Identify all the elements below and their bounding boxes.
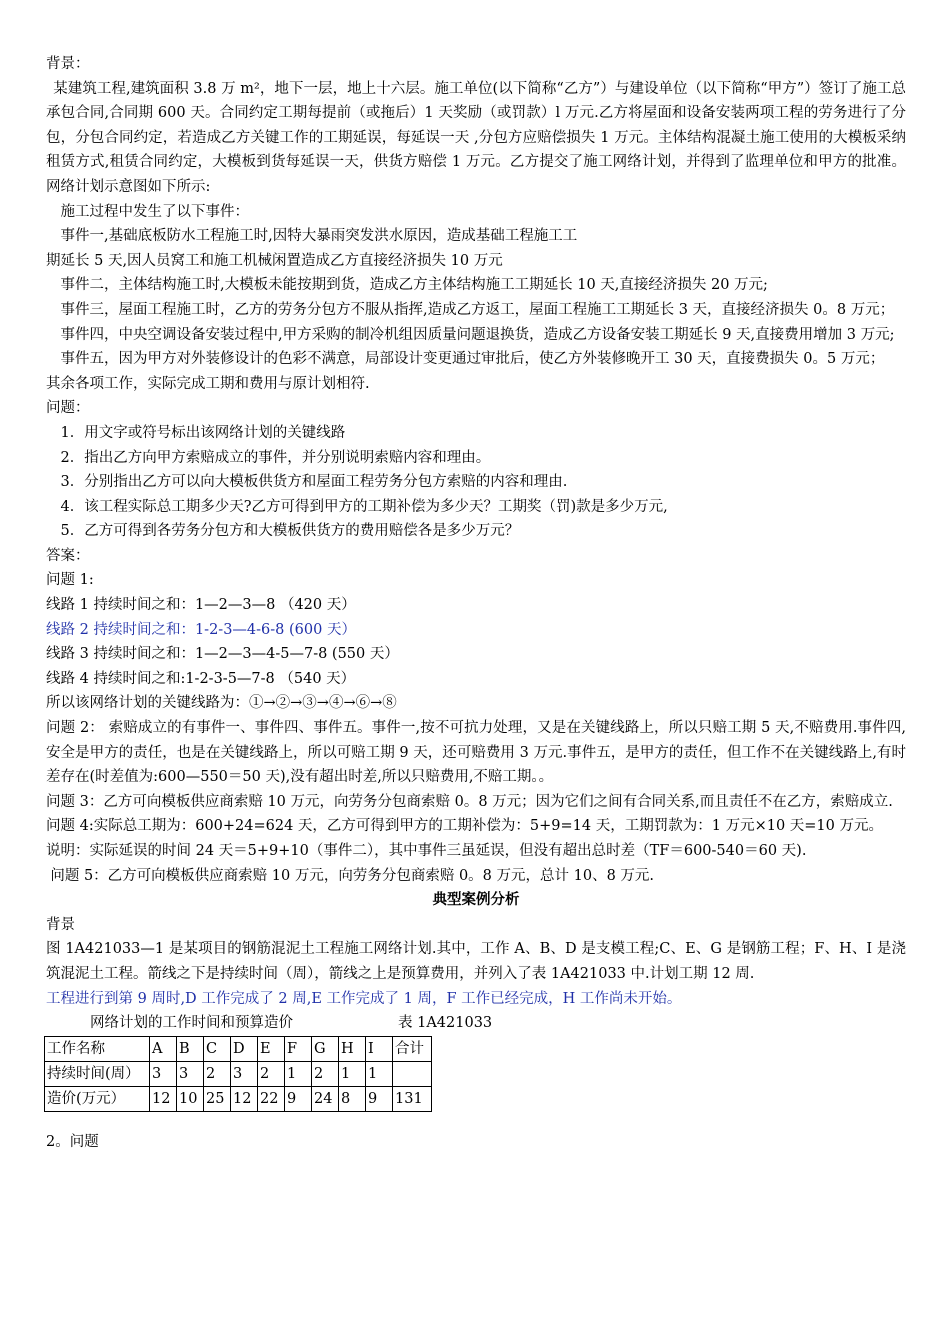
critical-path: 所以该网络计划的关键线路为：①→②→③→④→⑥→⑧ (46, 695, 397, 712)
question-3: 3．分别指出乙方可以向大模板供货方和屋面工程劳务分包方索赔的内容和理由. (60, 474, 568, 491)
table-header-cell: C (204, 1036, 231, 1061)
table-cell (393, 1061, 432, 1086)
question-2: 2．指出乙方向甲方索赔成立的事件，并分别说明索赔内容和理由。 (60, 449, 491, 466)
table-header-cell: D (231, 1036, 258, 1061)
table-cell: 9 (285, 1086, 312, 1111)
table-cell: 3 (177, 1061, 204, 1086)
table-cell: 3 (150, 1061, 177, 1086)
event-5: 事件五，因为甲方对外装修设计的色彩不满意，局部设计变更通过审批后，使乙方外装修晚开工 30 天，直接费损失 0。5 万元； (60, 351, 885, 368)
event-4: 事件四，中央空调设备安装过程中,甲方采购的制冷机组因质量问题退换货，造成乙方设备安装工期延长 9 天,直接费用增加 3 万元; (60, 326, 895, 343)
rest-note: 其余各项工作，实际完成工期和费用与原计划相符. (46, 375, 370, 392)
questions-heading: 问题： (46, 400, 90, 417)
explanation: 说明：实际延误的时间 24 天＝5+9+10（事件二），其中事件三虽延误，但没有超出总时差（TF＝600-540＝60 天). (46, 843, 807, 859)
final-heading: 2。问题 (46, 1133, 99, 1150)
table-cell: 8 (339, 1086, 366, 1111)
table-cell: 12 (231, 1086, 258, 1111)
background-heading: 背景： (46, 56, 90, 72)
case-paragraph-highlight: 工程进行到第 9 周时,D 工作完成了 2 周,E 工作完成了 1 周，F 工作已经完成，H 工作尚未开始。 (46, 990, 682, 1007)
events-intro: 施工过程中发生了以下事件： (60, 203, 249, 220)
table-cell: 2 (204, 1061, 231, 1086)
event-3: 事件三，屋面工程施工时，乙方的劳务分包方不服从指挥,造成乙方返工，屋面工程施工工期延长 3 天，直接经济损失 0。8 万元； (60, 301, 895, 318)
table-cell: 3 (231, 1061, 258, 1086)
table-header-cell: A (150, 1036, 177, 1061)
table-header-cell: 合计 (393, 1036, 432, 1061)
table-cell: 10 (177, 1086, 204, 1111)
case-background-heading: 背景 (46, 916, 75, 933)
answer-1-heading: 问题 1: (46, 572, 94, 589)
answer-2: 问题 2： 索赔成立的有事件一、事件四、事件五。事件一,按不可抗力处理，又是在关键线路上，所以只赔工期 5 天,不赔费用.事件四,安全是甲方的责任，也是在关键线路上，所以可赔工期 9 天，还可赔费用 3 万元.事件五，是甲方的责任，但工作不在关键线路上,有时差存在(时差值为:600—550＝50 天),没有超出时差,所以只赔费用,不赔工期。。 (46, 720, 906, 786)
table-cell: 1 (366, 1061, 393, 1086)
answer-5: 问题 5：乙方可向模板供应商索赔 10 万元，向劳务分包商索赔 0。8 万元，总计 10、8 万元. (50, 867, 655, 884)
table-cell: 持续时间(周） (45, 1061, 150, 1086)
table-cell: 12 (150, 1086, 177, 1111)
background-paragraph: 某建筑工程,建筑面积 3.8 万 m²，地下一层，地上十六层。施工单位(以下简称“乙方”）与建设单位（以下简称“甲方”）签订了施工总承包合同,合同期 600 天。合同约定工期每提前（或拖后）1 天奖励（或罚款）l 万元.乙方将屋面和设备安装两项工程的劳务进行了分包，分包合同约定，若造成乙方关键工作的工期延误，每延误一天 ,分包方应赔偿损失 1 万元。主体结构混凝土施工使用的大模板采纳租赁方式,租赁合同约定，大模板到货每延误一天，供货方赔偿 1 万元。乙方提交了施工网络计划，并得到了监理单位和甲方的批准。网络计划示意图如下所示: (46, 80, 906, 195)
route-2: 线路 2 持续时间之和：1-2-3—4-6-8 (600 天） (46, 621, 356, 638)
table-cell: 1 (339, 1061, 366, 1086)
table-header-cell: I (366, 1036, 393, 1061)
table-cell: 1 (285, 1061, 312, 1086)
table-header-cell: B (177, 1036, 204, 1061)
table-row (45, 1086, 432, 1111)
table-cell: 造价(万元） (45, 1086, 150, 1111)
answer-3: 问题 3：乙方可向模板供应商索赔 10 万元，向劳务分包商索赔 0。8 万元；因为它们之间有合同关系,而且责任不在乙方，索赔成立. (46, 793, 893, 810)
table-cell: 9 (366, 1086, 393, 1111)
question-4: 4．该工程实际总工期多少天?乙方可得到甲方的工期补偿为多少天？工期奖（罚)款是多少万元, (60, 498, 668, 515)
table-caption: 网络计划的工作时间和预算造价 (90, 1015, 293, 1032)
table-cell: 22 (258, 1086, 285, 1111)
table-header-row (45, 1036, 432, 1061)
table-cell: 25 (204, 1086, 231, 1111)
event-1-line-2: 期延长 5 天,因人员窝工和施工机械闲置造成乙方直接经济损失 10 万元 (46, 252, 503, 269)
table-caption-row (46, 1011, 906, 1036)
spacer (46, 1112, 906, 1130)
case-paragraph: 图 1A421033—1 是某项目的钢筋混泥土工程施工网络计划.其中，工作 A、B、D 是支模工程;C、E、G 是钢筋工程；F、H、I 是浇筑混泥土工程。箭线之下是持续时间（周），箭线之上是预算费用，并列入了表 1A421033 中.计划工期 12 周. (46, 941, 906, 982)
route-1: 线路 1 持续时间之和：1—2—3—8 （420 天） (46, 597, 356, 614)
table-cell: 2 (312, 1061, 339, 1086)
route-3: 线路 3 持续时间之和：1—2—3—4-5—7-8 (550 天） (46, 646, 399, 663)
table-cell: 24 (312, 1086, 339, 1111)
case-title: 典型案例分析 (432, 891, 520, 909)
cost-table (44, 1036, 432, 1112)
answer-heading: 答案： (46, 547, 90, 564)
table-header-cell: 工作名称 (45, 1036, 150, 1061)
table-cell: 2 (258, 1061, 285, 1086)
table-header-cell: F (285, 1036, 312, 1061)
table-cell: 131 (393, 1086, 432, 1111)
table-number: 表 1A421033 (398, 1015, 493, 1032)
table-header-cell: H (339, 1036, 366, 1061)
question-5: 5．乙方可得到各劳务分包方和大模板供货方的费用赔偿各是多少万元？ (60, 523, 520, 540)
answer-4: 问题 4:实际总工期为：600+24=624 天，乙方可得到甲方的工期补偿为：5+9=14 天，工期罚款为：1 万元×10 天=10 万元。 (46, 818, 883, 835)
route-4: 线路 4 持续时间之和:1-2-3-5—7-8 （540 天） (46, 670, 356, 687)
event-2: 事件二，主体结构施工时,大模板未能按期到货，造成乙方主体结构施工工期延长 10 天,直接经济损失 20 万元; (60, 277, 768, 294)
table-row (45, 1061, 432, 1086)
event-1-line-1: 事件一,基础底板防水工程施工时,因特大暴雨突发洪水原因，造成基础工程施工工 (60, 228, 578, 245)
question-1: 1．用文字或符号标出该网络计划的关键线路 (60, 424, 346, 441)
table-header-cell: E (258, 1036, 285, 1061)
table-header-cell: G (312, 1036, 339, 1061)
